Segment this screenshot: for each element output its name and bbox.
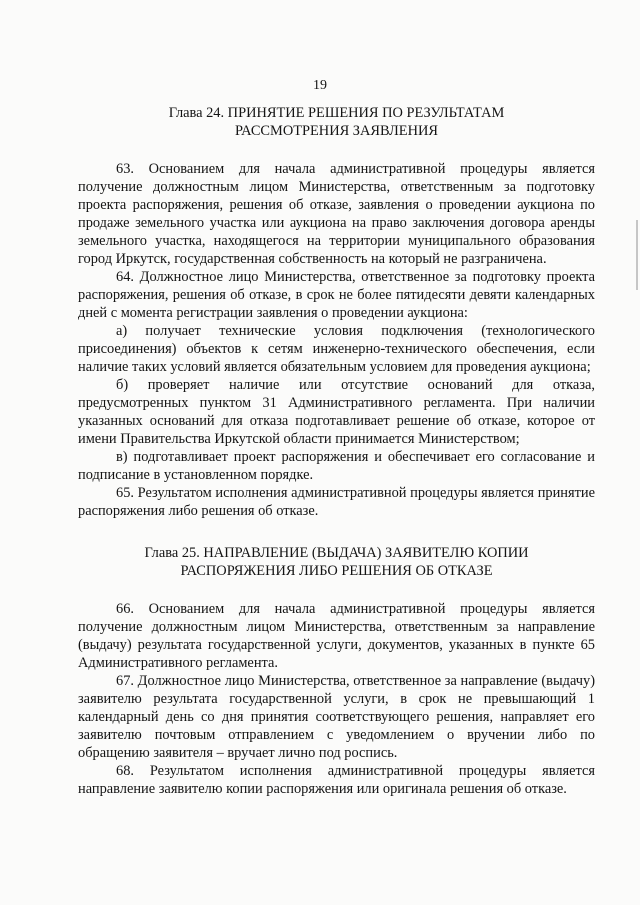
chapter-24-heading-line-2: РАССМОТРЕНИЯ ЗАЯВЛЕНИЯ: [235, 123, 438, 139]
paragraph-64: 64. Должностное лицо Министерства, ответственное за подготовку проекта распоряжения, решения об отказе, в срок не более пятидесяти девяти календарных дней с момента регистрации заявления о проведении аукциона:: [78, 269, 595, 321]
paragraph-64-b: б) проверяет наличие или отсутствие оснований для отказа, предусмотренных пунктом 31 Административного регламента. При наличии указанных оснований для отказа подготавливает решение об отказе, которое от имени Правительства Иркутской области принимается Министерством;: [78, 377, 595, 447]
chapter-25-heading: [78, 544, 595, 580]
scan-edge-mark: [636, 220, 638, 290]
paragraph-63: 63. Основанием для начала административной процедуры является получение должностным лицом Министерства, ответственным за подготовку проекта распоряжения, решения об отказе, заявления о проведении аукциона по продаже земельного участка или аукциона на право заключения договора аренды земельного участка, находящегося на территории муниципального образования город Иркутск, государственная собственность на который не разграничена.: [78, 161, 595, 267]
chapter-25-heading-line-1: Глава 25. НАПРАВЛЕНИЕ (ВЫДАЧА) ЗАЯВИТЕЛЮ КОПИИ: [144, 545, 529, 561]
paragraph-64-a: а) получает технические условия подключения (технологического присоединения) объектов к сетям инженерно-технического обеспечения, если наличие таких условий является обязательным условием для проведения аукциона;: [78, 323, 595, 375]
chapter-25-heading-line-2: РАСПОРЯЖЕНИЯ ЛИБО РЕШЕНИЯ ОБ ОТКАЗЕ: [180, 563, 493, 579]
document-body: [78, 104, 595, 798]
paragraph-65: 65. Результатом исполнения административной процедуры является принятие распоряжения либо решения об отказе.: [78, 485, 595, 519]
page-number: 19: [313, 78, 327, 93]
paragraph-66: 66. Основанием для начала административной процедуры является получение должностным лицом Министерства, ответственным за направление (выдачу) результата государственной услуги, документов, указанных в пункте 65 Административного регламента.: [78, 601, 595, 671]
paragraph-64-v: в) подготавливает проект распоряжения и обеспечивает его согласование и подписание в установленном порядке.: [78, 449, 595, 483]
paragraph-67: 67. Должностное лицо Министерства, ответственное за направление (выдачу) заявителю результата государственной услуги, в срок не превышающий 1 календарный день со дня принятия соответствующего решения, направляет его заявителю почтовым отправлением с уведомлением о вручении либо по обращению заявителя – вручает лично под роспись.: [78, 673, 595, 761]
chapter-24-heading-line-1: Глава 24. ПРИНЯТИЕ РЕШЕНИЯ ПО РЕЗУЛЬТАТАМ: [168, 105, 505, 121]
chapter-24-heading: [78, 104, 595, 140]
paragraph-68: 68. Результатом исполнения административной процедуры является направление заявителю копии распоряжения или оригинала решения об отказе.: [78, 763, 595, 797]
